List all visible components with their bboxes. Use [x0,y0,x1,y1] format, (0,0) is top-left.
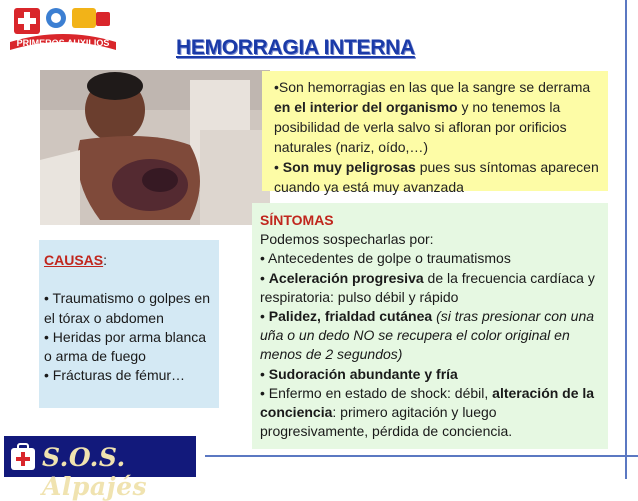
sintomas-box [252,203,608,449]
logo-text: PRIMEROS AUXILIOS [16,38,110,48]
page-title: HEMORRAGIA INTERNA [176,36,415,59]
intro-box [262,71,608,195]
primeros-auxilios-logo [4,2,122,52]
sintomas-heading: SÍNTOMAS [260,212,334,228]
causa-item: • Frácturas de fémur… [44,367,186,384]
first-aid-kit-icon [9,442,37,472]
logo-text: S.O.S. Alpajés [42,443,148,501]
frame-vertical-line [625,0,627,479]
sintoma-item: • Palidez, frialdad cutánea (si tras presionar con una uña o un dedo NO se recupera el color original en menos de 2 segundos) [260,308,595,363]
causas-heading: CAUSAS: [44,252,108,268]
intro-paragraph-2: • Son muy peligrosas pues sus síntomas aparecen cuando ya está muy avanzada [274,159,599,195]
spacer [44,270,215,289]
causas-box [39,240,219,408]
frame-horizontal-line [205,455,638,457]
sintoma-item: • Sudoración abundante y fría [260,365,458,382]
sos-alpajes-logo [2,434,198,501]
sintoma-item: • Aceleración progresiva de la frecuencia cardíaca y respiratoria: pulso débil y rápido [260,269,595,305]
causa-item: • Traumatismo o golpes en el tórax o abdomen [44,290,210,326]
causa-item: • Heridas por arma blanca o arma de fuego [44,328,207,365]
sintomas-lead: Podemos sospecharlas por: [260,231,434,248]
sintoma-item: • Antecedentes de golpe o traumatismos [260,250,511,267]
sintoma-item: • Enfermo en estado de shock: débil, alteración de la conciencia: primero agitación y luego progresivamente, pérdida de conciencia. [260,384,595,440]
patient-photo [40,70,270,225]
intro-paragraph-1: •Son hemorragias en las que la sangre se derrama en el interior del organismo y no tenemos la posibilidad de verla salvo si afloran por orificios naturales (nariz, oído,…) [274,79,591,155]
